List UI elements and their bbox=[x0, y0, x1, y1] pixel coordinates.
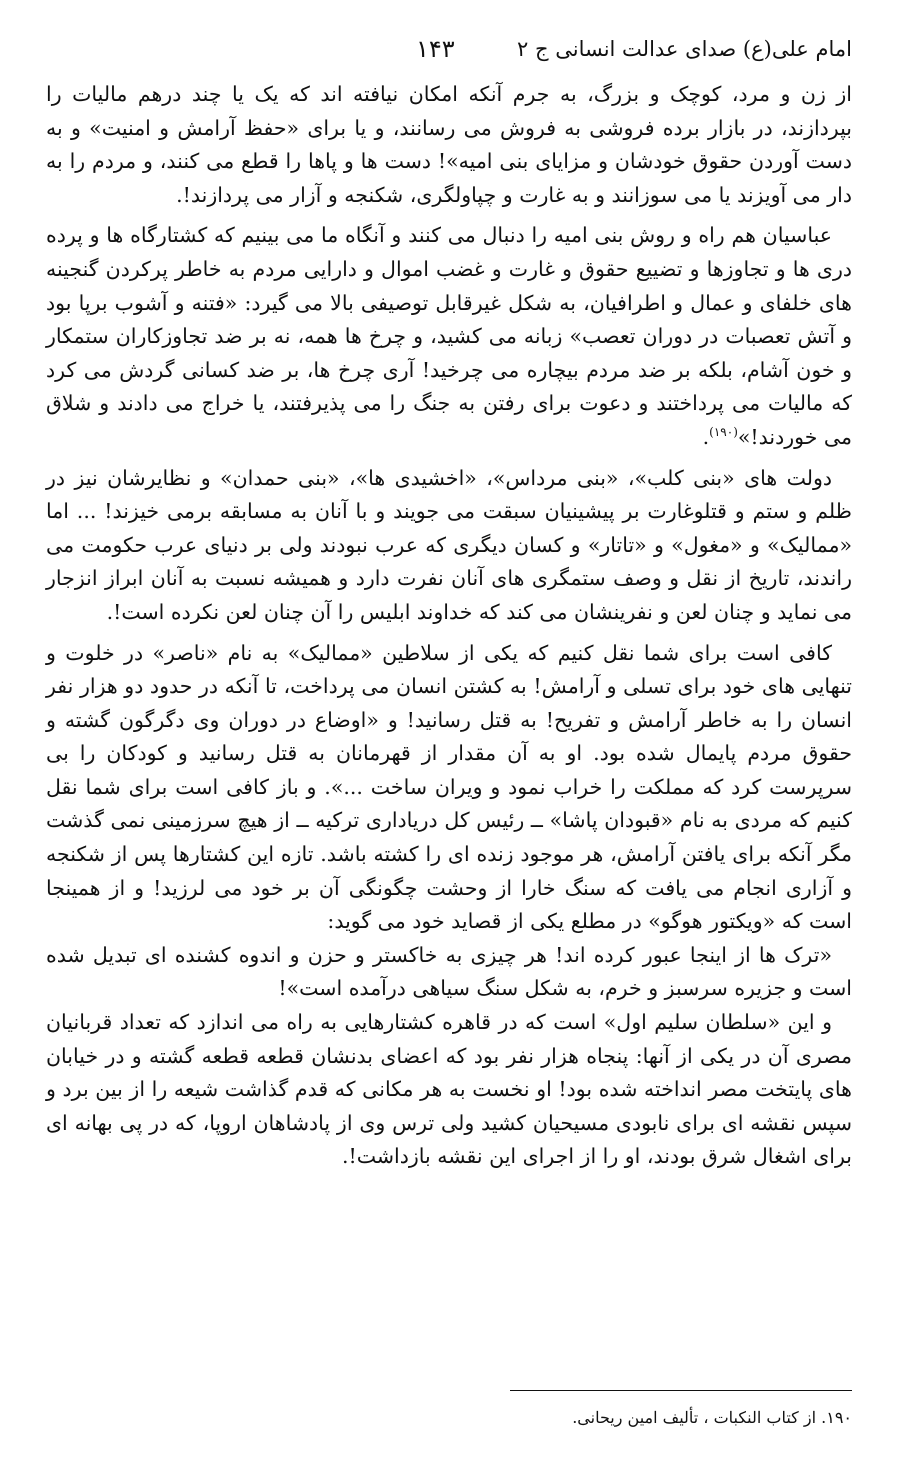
page-number: ۱۴۳ bbox=[416, 35, 455, 63]
paragraph-3: دولت های «بنی کلب»، «بنی مرداس»، «اخشیدی ها»، «بنی حمدان» و نظایرشان نیز در ظلم و ستم و قتلوغارت بر پیشینیان سبقت می جویند و با آنان به مسابقه برمی خیزند! ... اما «ممالیک» و «مغول» و «تاتار» و کسان دیگری که عرب نبودند ولی بر دنیای عرب حکومت می راندند، تاریخ از نقل و وصف ستمگری های آنان نفرت دارد و همیشه نسبت به آنان ابراز انزجار می نماید و چنان لعن و نفرینشان می کند که خداوند ابلیس را آن چنان لعن نکرده است!. bbox=[46, 465, 852, 624]
paragraph-6: و این «سلطان سلیم اول» است که در قاهره کشتارهایی به راه می اندازد که تعداد قربانیان مصری آن در یکی از آنها: پنجاه هزار نفر بود که اعضای بدنشان قطعه قطعه گشته و در خیابان های پایتخت مصر انداخته شده بود! او نخست به هر مکانی که قدم گذاشت شیعه را از بین برد و سپس نقشه ای برای نابودی مسیحیان کشید ولی ترس وی از پادشاهان اروپا، که در پی بهانه ای برای اشغال شرق بودند، او را از اجرای این نقشه بازداشت!. bbox=[46, 1010, 852, 1169]
footnote: ۱۹۰. از کتاب النکبات ، تألیف امین ریحانی. bbox=[572, 1408, 852, 1427]
footnote-divider bbox=[510, 1390, 852, 1391]
footnote-reference[interactable]: (۱۹۰) bbox=[709, 425, 738, 440]
paragraph-2-text: عباسیان هم راه و روش بنی امیه را دنبال می کنند و آنگاه ما می بینیم که کشتارگاه ها و پرده دری ها و تجاوزها و تضییع حقوق و غارت و غضب اموال و دارایی مردم به خاطر پرکردن گنجینه های خلفای و عمال و اطرافیان، به شکل غیرقابل توصیفی بالا می گیرد: «فتنه و آشوب برپا بود و آتش تعصبات در دوران تعصب» زبانه می کشید، و چرخ ها همه، نه بر ضد تجاوزکاران ستمکار و خون آشام، بلکه بر ضد مردم بیچاره می چرخید! آری چرخ ها، بر ضد کسانی گردش می کرد که مالیات می پرداختند و دعوت برای رفتن به جنگ را می پذیرفتند، یا خراج می دادند و شلاق می خوردند!» bbox=[46, 223, 852, 449]
body-text bbox=[46, 78, 852, 1174]
paragraph-1: از زن و مرد، کوچک و بزرگ، به جرم آنکه امکان نیافته اند که یک یا چند درهم مالیات را بپردازند، در بازار برده فروشی به فروش می رسانند، و یا برای «حفظ آرامش و امنیت» و به دست آوردن حقوق خودشان و مزایای بنی امیه»! دست ها و پاها را قطع می کنند، و مردم را به دار می آویزند یا می سوزانند و به غارت و چپاولگری، شکنجه و آزار می پردازند!. bbox=[46, 82, 852, 207]
paragraph-4: کافی است برای شما نقل کنیم که یکی از سلاطین «ممالیک» به نام «ناصر» در خلوت و تنهایی های خود برای تسلی و آرامش! به کشتن انسان می پرداخت، تا آنکه در حدود دو هزار نفر انسان را به خاطر آرامش و تفریح! به قتل رسانید! و «اوضاع در دوران وی دگرگون گشته و حقوق مردم پایمال شده بود. او به آن مقدار از قهرمانان به قتل رسانید و کودکان را بی سرپرست کرد که مملکت را خراب نمود و ویران ساخت ...». و باز کافی است برای شما نقل کنیم که مردی به نام «قبودان پاشا» ــ رئیس کل دریاداری ترکیه ــ از هیچ سرزمینی نمی گذشت مگر آنکه برای یافتن آرامش، هر موجود زنده ای را کشته باشد. تازه این کشتارها پس از شکنجه و آزاری انجام می یافت که سنگ خارا از وحشت چگونگی آن بر خود می لرزید! و از همینجا است که «ویکتور هوگو» در مطلع یکی از قصاید خود می گوید: bbox=[46, 640, 852, 934]
paragraph-2: عباسیان هم راه و روش بنی امیه را دنبال می کنند و آنگاه ما می بینیم که کشتارگاه ها و پرده دری ها و تجاوزها و تضییع حقوق و غارت و غضب اموال و دارایی مردم به خاطر پرکردن گنجینه های خلفای و عمال و اطرافیان، به شکل غیرقابل توصیفی بالا می گیرد: «فتنه و آشوب برپا بود و آتش تعصبات در دوران تعصب» زبانه می کشید، و چرخ ها همه، نه بر ضد تجاوزکاران ستمکار و خون آشام، بلکه بر ضد مردم بیچاره می چرخید! آری چرخ ها، بر ضد کسانی گردش می کرد که مالیات می پرداختند و دعوت برای رفتن به جنگ را می پذیرفتند، یا خراج می دادند و شلاق می خوردند!»$^{(۱۹۰)}$. bbox=[46, 223, 852, 449]
book-page bbox=[46, 30, 852, 1479]
running-title: امام علی(ع) صدای عدالت انسانی ج ۲ bbox=[517, 37, 852, 61]
running-header bbox=[46, 30, 852, 68]
quotation-paragraph: «ترک ها از اینجا عبور کرده اند! هر چیزی به خاکستر و حزن و اندوه کشنده ای تبدیل شده است و جزیره سرسبز و خرم، به شکل سنگ سیاهی درآمده است»! bbox=[46, 942, 852, 1001]
